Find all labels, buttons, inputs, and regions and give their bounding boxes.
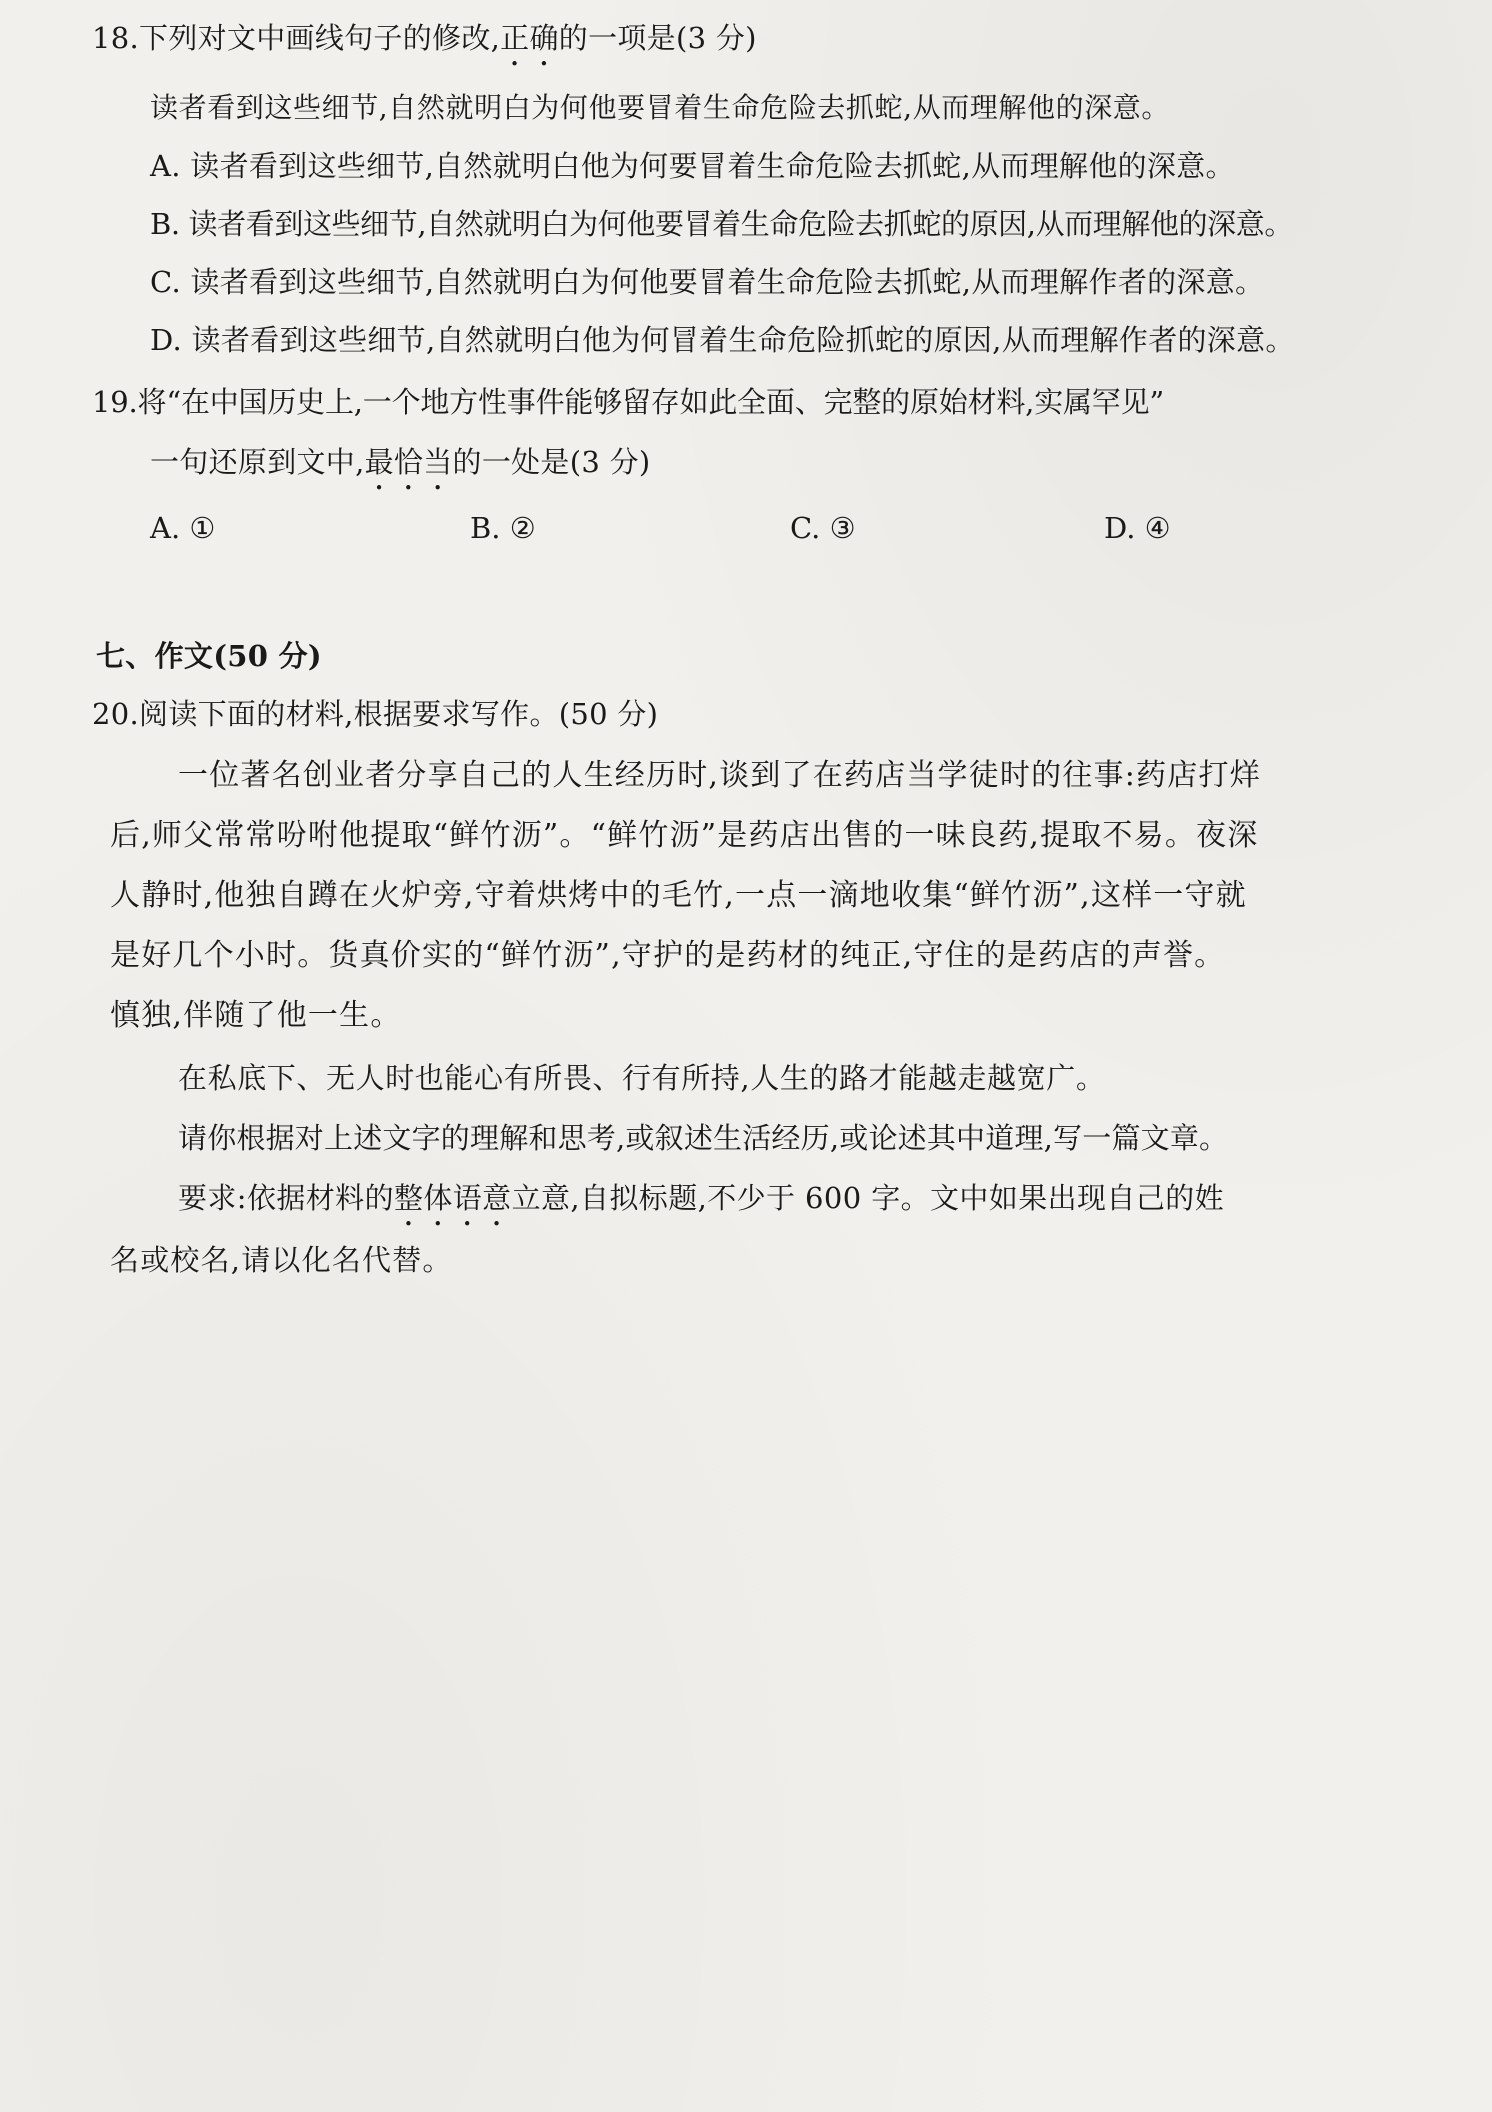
q20-stem <box>92 694 658 734</box>
q18-number: 18. <box>92 21 140 55</box>
q20-stem-text: 阅读下面的材料,根据要求写作。(50 分) <box>139 697 659 731</box>
q20-material-line5: 慎独,伴随了他一生。 <box>110 998 402 1033</box>
q19-option-d: D. ④ <box>1104 511 1171 545</box>
q18-option-d: D. 读者看到这些细节,自然就明白他为何冒着生命危险抓蛇的原因,从而理解作者的深意。 <box>150 323 1295 357</box>
q19-stem-line1 <box>92 382 1164 422</box>
q19-stem-line2-emphasis: 最恰当 <box>364 445 453 479</box>
q20-requirements-line2: 名或校名,请以化名代替。 <box>110 1243 453 1277</box>
q18-stem <box>92 18 757 73</box>
section7-title: 七、作文(50 分) <box>96 639 322 673</box>
q19-number: 19. <box>92 385 138 419</box>
q20-material-line1: 一位著名创业者分享自己的人生经历时,谈到了在药店当学徒时的往事:药店打烊 <box>178 758 1261 793</box>
q18-original-sentence: 读者看到这些细节,自然就明白为何他要冒着生命危险去抓蛇,从而理解他的深意。 <box>150 91 1171 124</box>
q20-material-line4: 是好几个小时。货真价实的“鲜竹沥”,守护的是药材的纯正,守住的是药店的声誉。 <box>110 938 1226 973</box>
q20-number: 20. <box>92 697 140 731</box>
q20-requirements <box>178 1178 1224 1233</box>
q18-stem-pre: 下列对文中画线句子的修改, <box>139 21 501 55</box>
q20-material-line3: 人静时,他独自蹲在火炉旁,守着烘烤中的毛竹,一点一滴地收集“鲜竹沥”,这样一守就 <box>110 878 1247 913</box>
q19-stem-line2 <box>150 442 651 497</box>
q20-req-emphasis: 整体语意 <box>393 1181 512 1215</box>
q19-option-a: A. ① <box>150 511 216 545</box>
q19-option-c: C. ③ <box>790 511 856 545</box>
q18-option-b: B. 读者看到这些细节,自然就明白为何他要冒着生命危险去抓蛇的原因,从而理解他的深意。 <box>150 207 1293 241</box>
q18-stem-post: 的一项是(3 分) <box>558 21 757 55</box>
q19-stem-text: 将“在中国历史上,一个地方性事件能够留存如此全面、完整的原始材料,实属罕见” <box>137 385 1165 419</box>
q18-option-c: C. 读者看到这些细节,自然就明白为何他要冒着生命危险去抓蛇,从而理解作者的深意。 <box>150 265 1265 299</box>
q20-req-pre: 要求:依据材料的 <box>178 1181 394 1215</box>
q18-option-a: A. 读者看到这些细节,自然就明白他为何要冒着生命危险去抓蛇,从而理解他的深意。 <box>150 149 1235 183</box>
q19-option-b: B. ② <box>470 511 536 545</box>
q20-req-post: 立意,自拟标题,不少于 600 字。文中如果出现自己的姓 <box>511 1181 1225 1215</box>
q20-material-line2: 后,师父常常吩咐他提取“鲜竹沥”。“鲜竹沥”是药店出售的一味良药,提取不易。夜深 <box>110 818 1259 853</box>
q19-stem-line2-post: 的一处是(3 分) <box>452 445 651 479</box>
q20-line-b: 请你根据对上述文字的理解和思考,或叙述生活经历,或论述其中道理,写一篇文章。 <box>178 1121 1229 1155</box>
q18-stem-emphasis: 正确 <box>500 21 559 55</box>
q19-stem-line2-pre: 一句还原到文中, <box>150 445 365 479</box>
q20-line-a: 在私底下、无人时也能心有所畏、行有所持,人生的路才能越走越宽广。 <box>178 1061 1106 1095</box>
